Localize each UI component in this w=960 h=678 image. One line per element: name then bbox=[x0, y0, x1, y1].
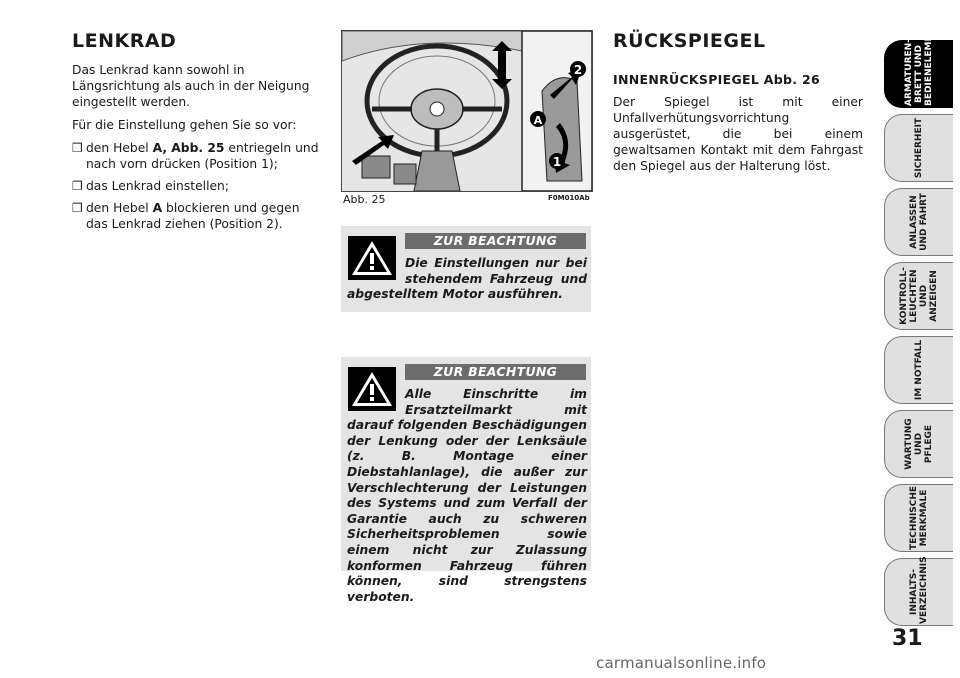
warning-box-1 bbox=[341, 226, 591, 312]
section-title-rueckspiegel: RÜCKSPIEGEL bbox=[613, 30, 766, 52]
step-3 bbox=[72, 200, 324, 232]
instruction-paragraph: Für die Einstellung gehen Sie so vor: bbox=[72, 118, 297, 132]
intro-paragraph: Das Lenkrad kann sowohl in Längsrichtung als auch in der Neigung eingestellt werden. bbox=[72, 63, 310, 109]
warning-2-title: ZUR BEACHTUNG bbox=[405, 364, 586, 380]
checkbox-icon: ❒ bbox=[72, 201, 83, 215]
warning-box-2 bbox=[341, 357, 591, 604]
figure-steering-adjustment bbox=[341, 30, 593, 192]
steering-section bbox=[72, 30, 324, 238]
step-3-text: den Hebel A blockieren und gegen das Lenkrad ziehen (Position 2). bbox=[86, 201, 300, 231]
tab-anlassen[interactable] bbox=[884, 188, 953, 256]
subsection-title-innenrueckspiegel: INNENRÜCKSPIEGEL Abb. 26 bbox=[613, 72, 820, 87]
steering-illustration bbox=[342, 31, 592, 191]
checkbox-icon: ❒ bbox=[72, 141, 83, 155]
warning-2-text: Alle Einschritte im Ersatzteilmarkt mit darauf folgenden Beschädigungen der Lenkung oder der Lenksäule (z. B. Montage einer Diebstahlanlage), die außer zur Verschlechterung der Leistungen des Systems und zum Verfall der Garantie auch zu schweren Sicherheitsproblemen sowie einem nicht zur Zulassung konformen Fahrzeug führen können, sind strengstens verboten. bbox=[347, 387, 587, 604]
tab-wartung[interactable] bbox=[884, 410, 953, 478]
page-number: 31 bbox=[892, 626, 923, 651]
tab-sicherheit-label: SICHERHEIT bbox=[914, 117, 924, 179]
tab-kontrollleuchten-label: KONTROLL- LEUCHTEN UND ANZEIGEN bbox=[899, 267, 939, 325]
step-2 bbox=[72, 178, 324, 194]
tab-im-notfall[interactable] bbox=[884, 336, 953, 404]
tab-inhaltsverzeichnis[interactable] bbox=[884, 558, 953, 626]
figure-caption: Abb. 25 bbox=[343, 193, 386, 206]
tab-inhaltsverzeichnis-label: INHALTS- VERZEICHNIS bbox=[909, 556, 929, 624]
mirror-section bbox=[613, 30, 863, 174]
tab-anlassen-label: ANLASSEN UND FAHRT bbox=[909, 193, 929, 251]
step-1 bbox=[72, 140, 324, 172]
tab-armaturenbrett[interactable] bbox=[884, 15, 953, 108]
section-title-lenkrad: LENKRAD bbox=[72, 30, 177, 52]
checkbox-icon: ❒ bbox=[72, 179, 83, 193]
watermark: carmanualsonline.info bbox=[596, 654, 767, 672]
tab-im-notfall-label: IM NOTFALL bbox=[914, 339, 924, 401]
warning-1-text: Die Einstellungen nur bei stehendem Fahrzeug und abgestelltem Motor ausführen. bbox=[347, 256, 587, 302]
tab-wartung-label: WARTUNG UND PFLEGE bbox=[904, 418, 934, 470]
marker-1: 1 bbox=[552, 155, 562, 169]
tab-technische-merkmale-label: TECHNISCHE MERKMALE bbox=[909, 485, 929, 550]
marker-2: 2 bbox=[573, 63, 583, 77]
tab-technische-merkmale[interactable] bbox=[884, 484, 953, 552]
tab-kontrollleuchten[interactable] bbox=[884, 262, 953, 330]
tab-armaturenbrett-label: ARMATUREN- BRETT UND BEDIENELEMENTE bbox=[904, 15, 934, 106]
step-1-text: den Hebel A, Abb. 25 entriegeln und nach vorn drücken (Position 1); bbox=[86, 141, 319, 171]
marker-a: A bbox=[533, 114, 543, 127]
warning-1-title: ZUR BEACHTUNG bbox=[405, 233, 586, 249]
mirror-paragraph: Der Spiegel ist mit einer Unfallverhütungsvorrichtung ausgerüstet, die bei einem gewaltsamen Kontakt mit dem Fahrgast den Spiegel aus der Halterung löst. bbox=[613, 95, 863, 173]
tab-sicherheit[interactable] bbox=[884, 114, 953, 182]
figure-code: F0M010Ab bbox=[548, 194, 590, 202]
step-2-text: das Lenkrad einstellen; bbox=[86, 179, 229, 193]
